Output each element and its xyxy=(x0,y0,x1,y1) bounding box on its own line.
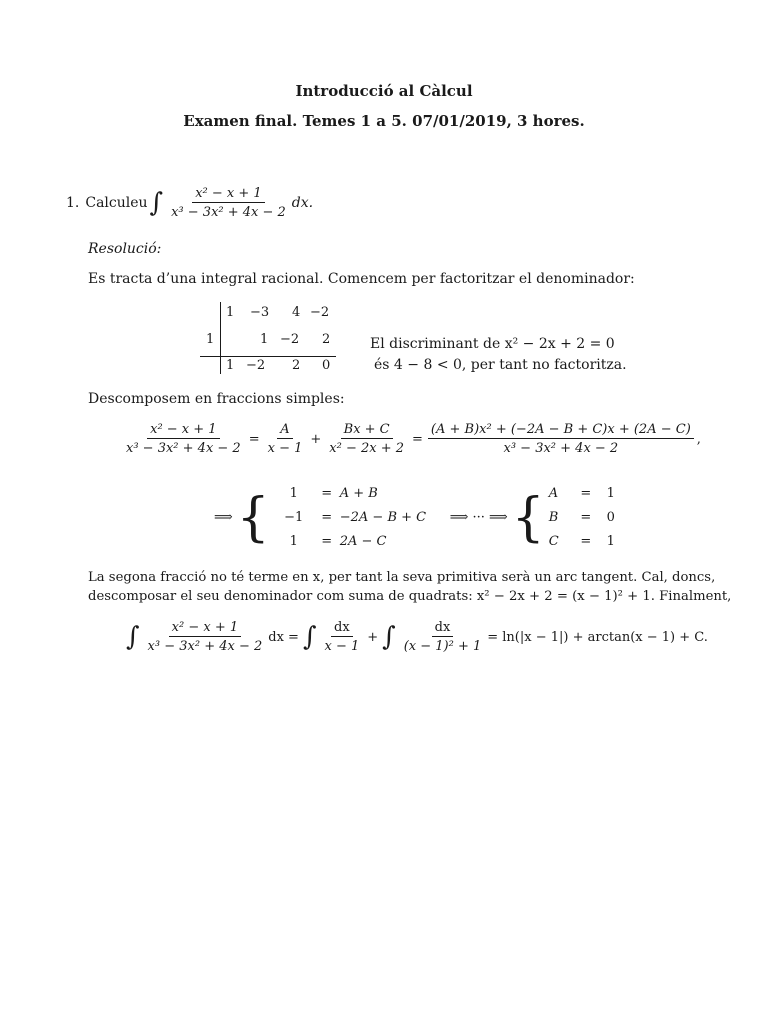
right-brace: { xyxy=(511,487,545,548)
system-right xyxy=(549,486,623,549)
problem-prompt: Calculeu xyxy=(85,195,148,211)
implies-symbol: ⟹ xyxy=(214,510,233,525)
decomp-b-den: x² − 2x + 2 xyxy=(329,441,405,456)
integral-sign: ∫ xyxy=(149,188,164,218)
integrand-numerator: x² − x + 1 xyxy=(195,186,262,201)
system-cell: = xyxy=(321,486,333,501)
final-equation: ∫ $\frac{\text{x² − x + 1}}{\text{x³ − 3x² + 4x − 2}}$ dx = ∫ $\frac{dx}{x - 1}$ + ∫ $\frac{dx}{\text{(x − 1)² + 1}}$ = ln(|x − 1|) + arctan(x − 1) + C. xyxy=(126,620,708,654)
system-cell: A xyxy=(548,486,559,501)
ruffini-result: 1 xyxy=(226,358,235,373)
final-result: = ln(|x − 1|) + arctan(x − 1) + C. xyxy=(487,629,708,645)
system-cell: 1 xyxy=(606,486,615,501)
ruffini-coeff: −3 xyxy=(250,305,270,320)
integral-sign: ∫ xyxy=(302,622,317,652)
discriminant-note-line2: és 4 − 8 < 0, per tant no factoritza. xyxy=(374,357,627,373)
ruffini-coeff: 4 xyxy=(292,305,301,320)
implies-chain: ⟹ ··· ⟹ xyxy=(449,510,508,525)
system-left xyxy=(274,486,450,549)
ruffini-coeff: −2 xyxy=(310,305,330,320)
system-cell: 1 xyxy=(289,534,298,549)
system-cell: = xyxy=(321,510,333,525)
integrand-denominator: x³ − 3x² + 4x − 2 xyxy=(171,205,286,220)
final-lhs-den: x³ − 3x² + 4x − 2 xyxy=(147,639,263,654)
ruffini-result: 0 xyxy=(322,358,331,373)
ruffini-result: 2 xyxy=(292,358,301,373)
decomposition-equation: $\frac{\text{x² − x + 1}}{\text{x³ − 3x² + 4x − 2}}$ = $\frac{A}{x - 1}$ + $\frac{Bx + C}{\text{x² − 2x + 2}}$ = $\frac{\text{(A + B)x² + (−2A − B + C)x + (2A − C)}}{\text{x³ − 3x² + 4x − 2}}$ , xyxy=(126,422,701,456)
ruffini-table xyxy=(200,302,340,374)
solution-label-text: Resolució: xyxy=(88,241,162,257)
page-title: Introducció al Càlcul xyxy=(295,82,473,100)
intro-text: Es tracta d’una integral racional. Comencem per factoritzar el denominador: xyxy=(88,271,635,287)
system-cell: = xyxy=(580,510,592,525)
final-t1-num: dx xyxy=(334,620,350,635)
decomp-rhs-num: (A + B)x² + (−2A − B + C)x + (2A − C) xyxy=(430,422,691,437)
system-cell: B xyxy=(548,510,559,525)
system-cell: 2A − C xyxy=(339,534,387,549)
integral-sign: ∫ xyxy=(126,622,140,652)
problem-statement xyxy=(66,186,313,220)
decomp-lhs-den: x³ − 3x² + 4x − 2 xyxy=(126,441,241,456)
closing-text-line2: descomposar el seu denominador com suma de quadrats: x² − 2x + 2 = (x − 1)² + 1. Finalment, xyxy=(88,589,732,604)
decompose-text: Descomposem en fraccions simples: xyxy=(88,391,345,407)
ruffini-root: 1 xyxy=(206,332,215,347)
final-t2-den: (x − 1)² + 1 xyxy=(403,639,482,654)
system-cell: 0 xyxy=(606,510,615,525)
final-lhs-num: x² − x + 1 xyxy=(171,620,239,635)
equation-system xyxy=(214,486,623,549)
integral-sign: ∫ xyxy=(382,622,396,652)
system-cell: 1 xyxy=(289,486,298,501)
left-brace: { xyxy=(236,487,270,548)
decomp-b-num: Bx + C xyxy=(343,422,390,437)
decomp-rhs-den: x³ − 3x² + 4x − 2 xyxy=(503,441,619,456)
exam-subtitle: Examen final. Temes 1 a 5. 07/01/2019, 3 hores. xyxy=(183,112,585,130)
solution-label xyxy=(88,241,161,257)
system-cell: 1 xyxy=(606,534,615,549)
ruffini-result: −2 xyxy=(246,358,266,373)
ruffini-product: −2 xyxy=(280,332,300,347)
system-cell: A + B xyxy=(339,486,378,501)
problem-number: 1. xyxy=(66,195,80,211)
decomp-lhs-num: x² − x + 1 xyxy=(150,422,217,437)
system-cell: = xyxy=(580,534,592,549)
system-cell: = xyxy=(321,534,333,549)
ruffini-product: 2 xyxy=(322,332,331,347)
final-dx: dx = xyxy=(268,629,299,645)
closing-text-line1: La segona fracció no té terme en x, per tant la seva primitiva serà un arc tangent. Cal, doncs, xyxy=(88,570,716,585)
system-cell: −1 xyxy=(284,510,304,525)
system-cell: C xyxy=(548,534,559,549)
ruffini-product: 1 xyxy=(260,332,269,347)
decomp-a-den: x − 1 xyxy=(267,441,303,456)
system-cell: −2A − B + C xyxy=(339,510,427,525)
final-t1-den: x − 1 xyxy=(324,639,360,654)
ruffini-coeff: 1 xyxy=(226,305,235,320)
discriminant-note-line1: El discriminant de x² − 2x + 2 = 0 xyxy=(370,336,615,352)
problem-integrand xyxy=(168,186,289,220)
final-t2-num: dx xyxy=(434,620,451,635)
decomp-a-num: A xyxy=(280,422,290,437)
problem-dx: dx. xyxy=(291,195,314,211)
system-cell: = xyxy=(580,486,592,501)
